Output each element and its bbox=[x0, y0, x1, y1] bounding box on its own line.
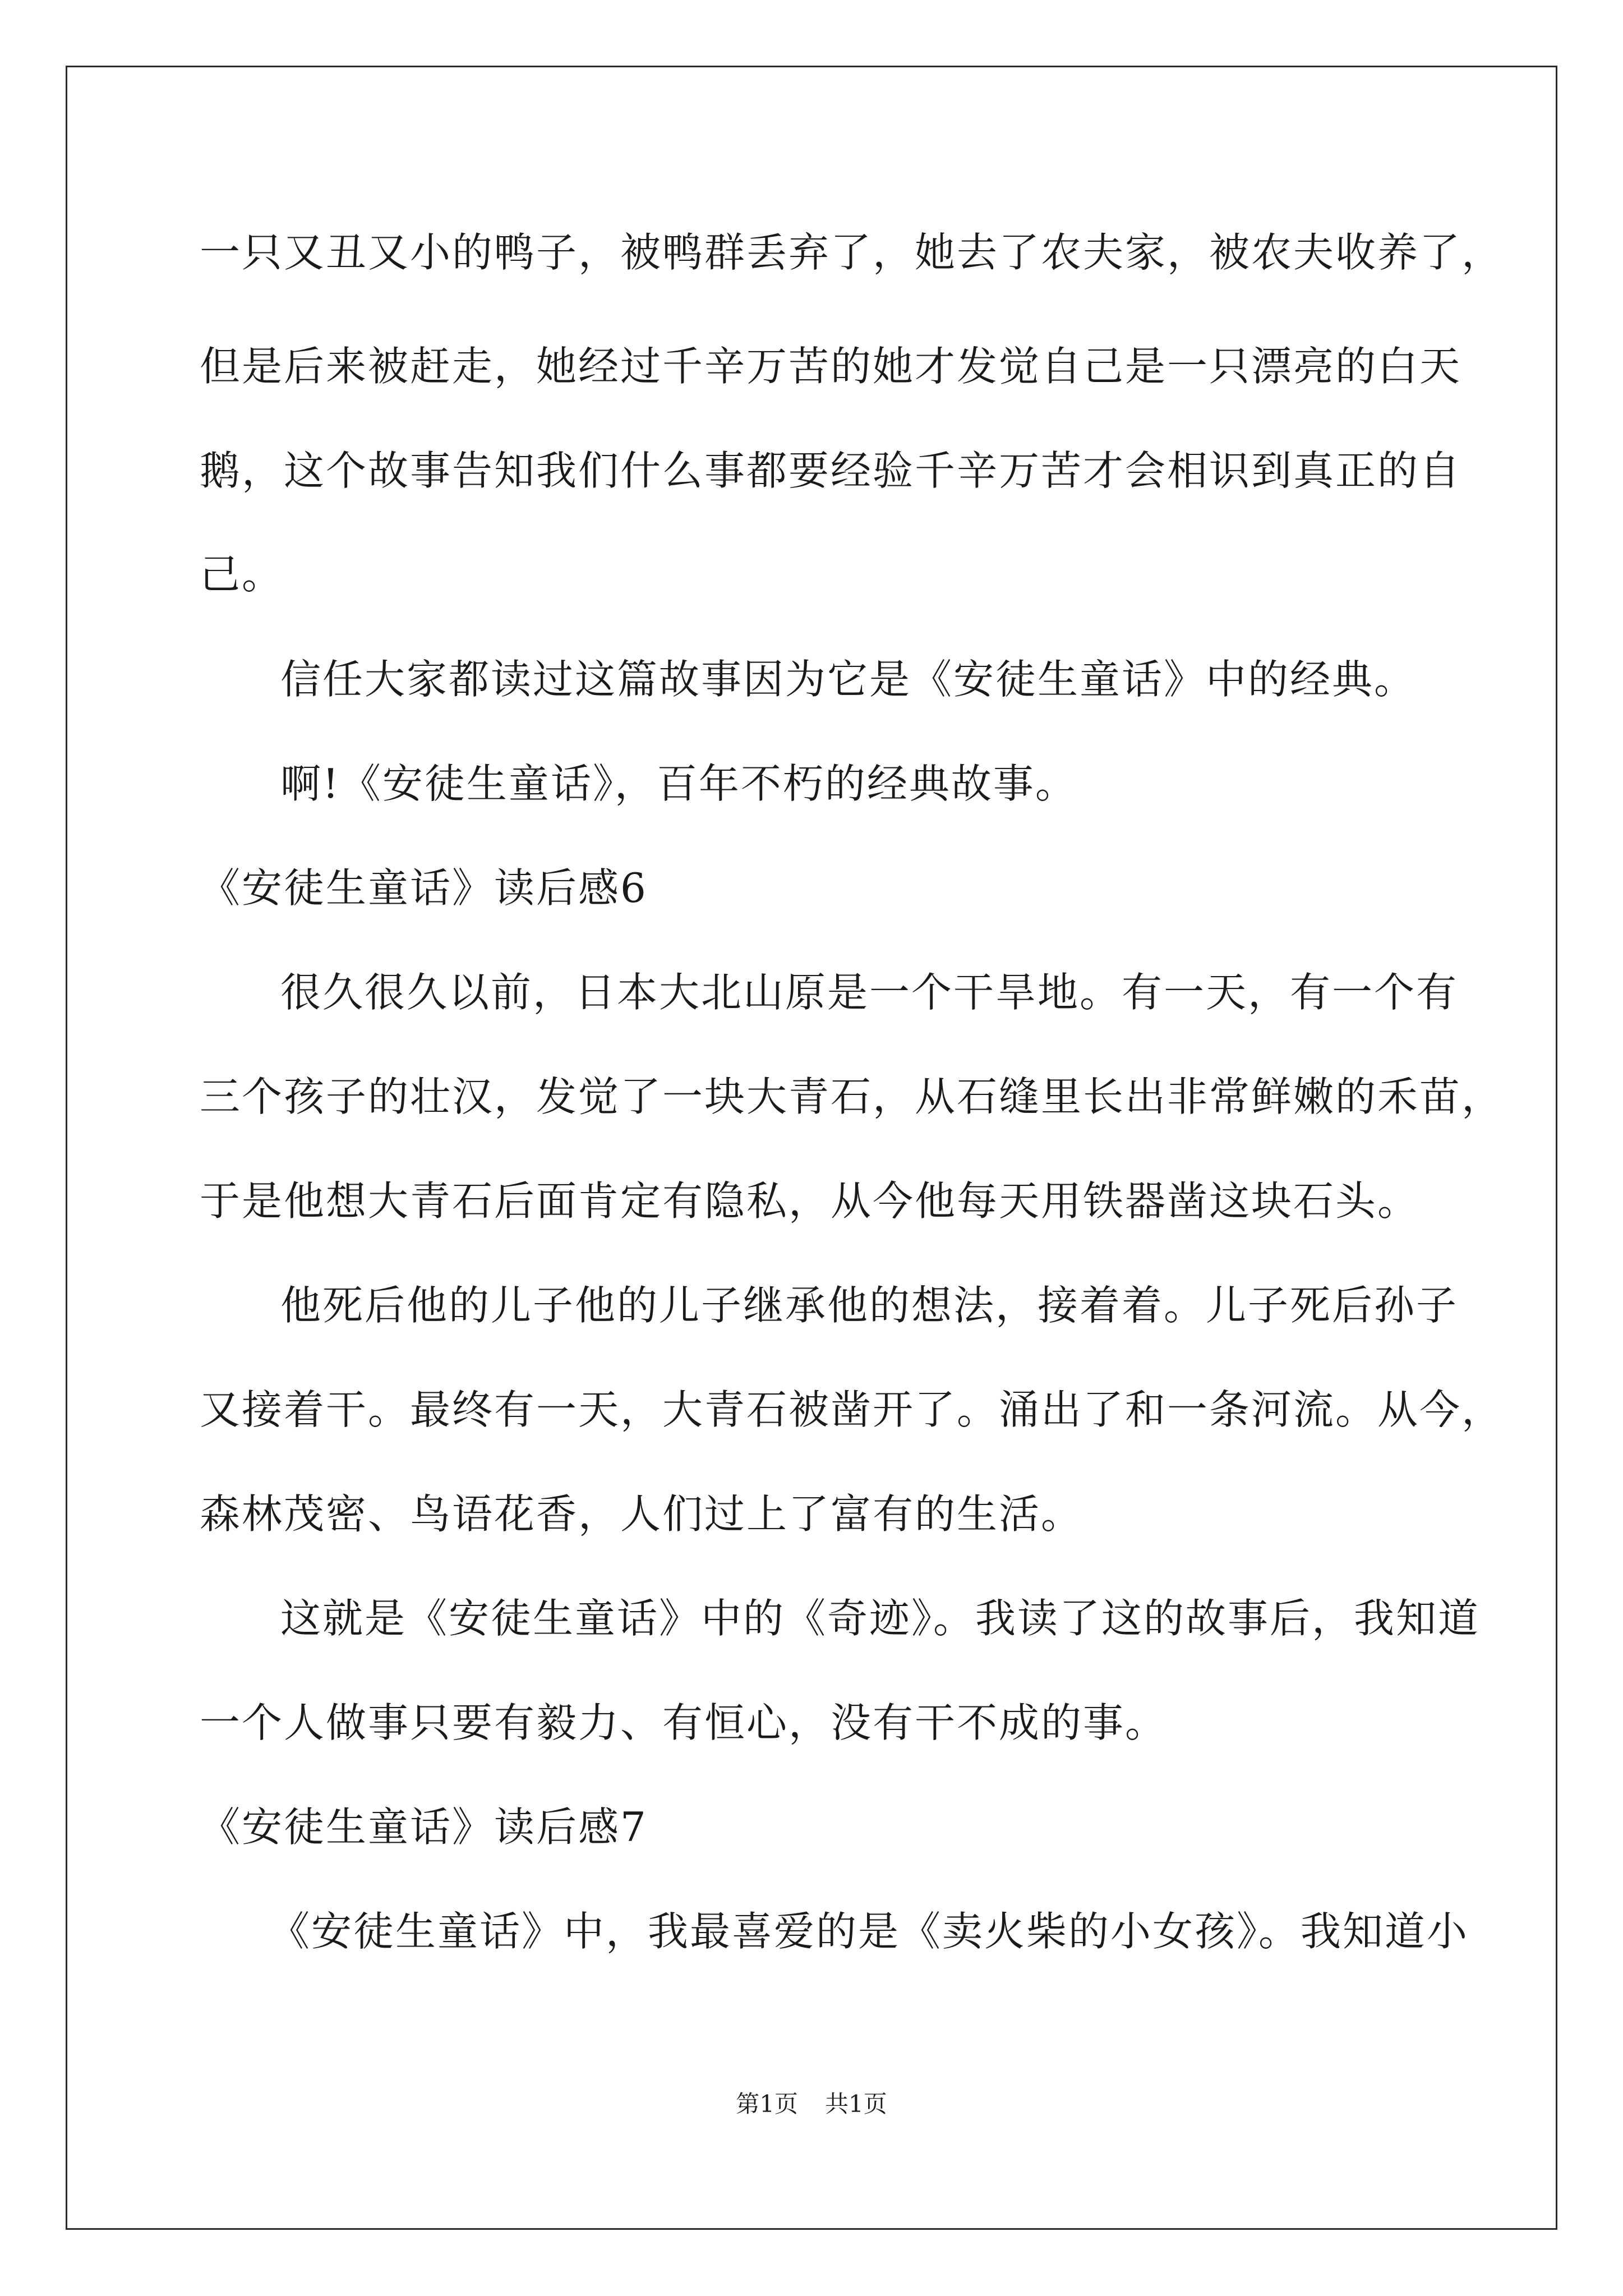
text-line: 森林茂密、鸟语花香，人们过上了富有的生活。 bbox=[200, 1490, 1083, 1538]
text-line: 鹅，这个故事告知我们什么事都要经验千辛万苦才会相识到真正的自 bbox=[200, 447, 1462, 494]
section-heading: 《安徒生童话》读后感7 bbox=[200, 1803, 648, 1851]
text-line: 己。 bbox=[200, 551, 284, 598]
section-heading: 《安徒生童话》读后感6 bbox=[200, 864, 648, 912]
page-footer bbox=[0, 2092, 1623, 2116]
text-line: 一只又丑又小的鸭子，被鸭群丢弃了，她去了农夫家，被农夫收养了， bbox=[200, 229, 1504, 276]
text-line: 又接着干。最终有一天，大青石被凿开了。涌出了和一条河流。从今， bbox=[200, 1386, 1504, 1433]
text-line: 一个人做事只要有毅力、有恒心，没有干不成的事。 bbox=[200, 1699, 1168, 1746]
paragraph-start-line: 很久很久以前，日本大北山原是一个干旱地。有一天，有一个有 bbox=[280, 969, 1459, 1016]
text-line: 于是他想大青石后面肯定有隐私，从今他每天用铁器凿这块石头。 bbox=[200, 1177, 1420, 1225]
page-number: 第1页 bbox=[736, 2090, 798, 2118]
paragraph-start-line: 《安徒生童话》中，我最喜爱的是《卖火柴的小女孩》。我知道小 bbox=[269, 1908, 1469, 1955]
paragraph-start-line: 信任大家都读过这篇故事因为它是《安徒生童话》中的经典。 bbox=[280, 656, 1417, 703]
text-line: 但是后来被赶走，她经过千辛万苦的她才发觉自己是一只漂亮的白天 bbox=[200, 343, 1462, 390]
paragraph-start-line: 他死后他的儿子他的儿子继承他的想法，接着着。儿子死后孙子 bbox=[280, 1282, 1459, 1329]
paragraph-start-line: 这就是《安徒生童话》中的《奇迹》。我读了这的故事后，我知道 bbox=[280, 1595, 1481, 1642]
page-total: 共1页 bbox=[825, 2090, 887, 2118]
text-line: 三个孩子的壮汉，发觉了一块大青石，从石缝里长出非常鲜嫩的禾苗， bbox=[200, 1073, 1504, 1120]
page-border bbox=[66, 66, 1557, 2230]
paragraph-start-line: 啊!《安徒生童话》，百年不朽的经典故事。 bbox=[280, 760, 1077, 807]
